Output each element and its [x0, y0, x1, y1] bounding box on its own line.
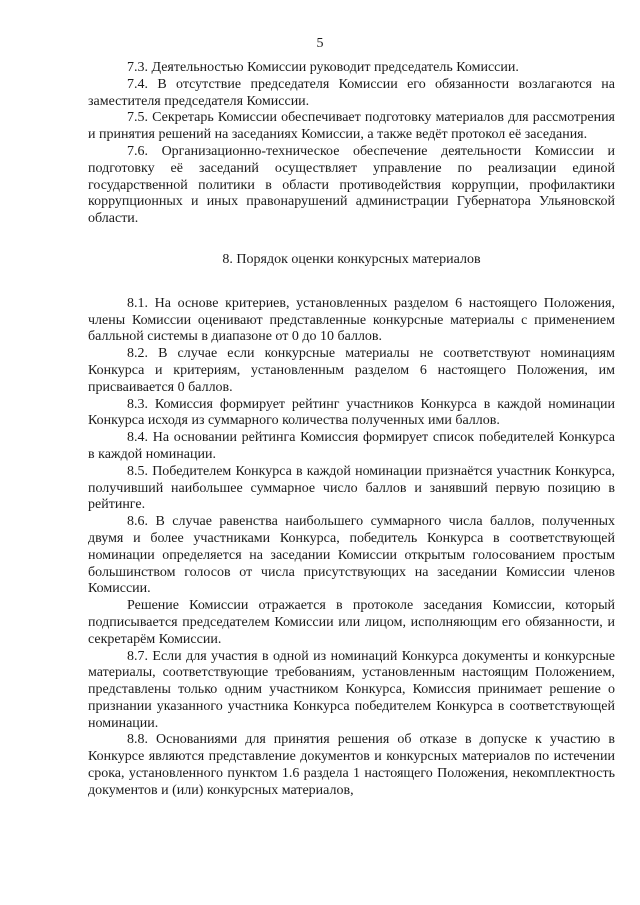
paragraph-7-6: 7.6. Организационно-техническое обеспечение деятельности Комиссии и подготовку её заседаний осуществляет управление по реализации единой государственной политики в области противодействия коррупции, профилактики коррупционных и иных правонарушений администрации Губернатора Ульяновской области.	[88, 143, 615, 227]
paragraph-8-4: 8.4. На основании рейтинга Комиссия формирует список победителей Конкурса в каждой номинации.	[88, 430, 615, 462]
page-number: 5	[316, 36, 324, 51]
paragraph-7-3: 7.3. Деятельностью Комиссии руководит председатель Комиссии.	[127, 60, 519, 75]
paragraph-8-3: 8.3. Комиссия формирует рейтинг участников Конкурса в каждой номинации Конкурса исходя из суммарного количества полученных ими баллов.	[88, 396, 615, 429]
paragraph-8-6: 8.6. В случае равенства наибольшего суммарного числа баллов, полученных двумя и более участниками Конкурса, победитель Конкурса в соответствующей номинации определяется на заседании Комиссии открытым голосованием простым большинством голосов от числа присутствующих на заседании Комиссии членов Комиссии.	[88, 514, 615, 597]
document-body	[88, 60, 615, 800]
paragraph-8-2: 8.2. В случае если конкурсные материалы не соответствуют номинациям Конкурса и критериям, установленным разделом 6 настоящего Положения, им присваивается 0 баллов.	[88, 346, 615, 395]
paragraph-8-8: 8.8. Основаниями для принятия решения об отказе в допуске к участию в Конкурсе являются представление документов и конкурсных материалов по истечении срока, установленного пунктом 1.6 раздела 1 настоящего Положения, некомплектность документов и (или) конкурсных материалов,	[88, 732, 615, 798]
paragraph-8-7: 8.7. Если для участия в одной из номинаций Конкурса документы и конкурсные материалы, соответствующие требованиям, установленным настоящим Положением, представлены только одним участником Конкурса, Комиссия принимает решение о признании указанного участника Конкурса победителем Конкурса в соответствующей номинации.	[88, 648, 615, 731]
paragraph-8-5: 8.5. Победителем Конкурса в каждой номинации признаётся участник Конкурса, получивший наибольшее суммарное число баллов и занявший первую позицию в рейтинге.	[88, 463, 615, 513]
section-8-heading: 8. Порядок оценки конкурсных материалов	[222, 251, 481, 267]
paragraph-7-4: 7.4. В отсутствие председателя Комиссии его обязанности возлагаются на заместителя председателя Комиссии.	[88, 76, 615, 109]
paragraph-7-5: 7.5. Секретарь Комиссии обеспечивает подготовку материалов для рассмотрения и принятия решений на заседаниях Комиссии, а также ведёт протокол её заседания.	[88, 110, 615, 143]
paragraph-8-1: 8.1. На основе критериев, установленных разделом 6 настоящего Положения, члены Комиссии оценивают представленные конкурсные материалы с применением балльной системы в диапазоне от 0 до 10 баллов.	[88, 295, 615, 345]
paragraph-8-6-decision: Решение Комиссии отражается в протоколе заседания Комиссии, который подписывается председателем Комиссии или лицом, исполняющим его обязанности, и секретарём Комиссии.	[88, 598, 615, 647]
